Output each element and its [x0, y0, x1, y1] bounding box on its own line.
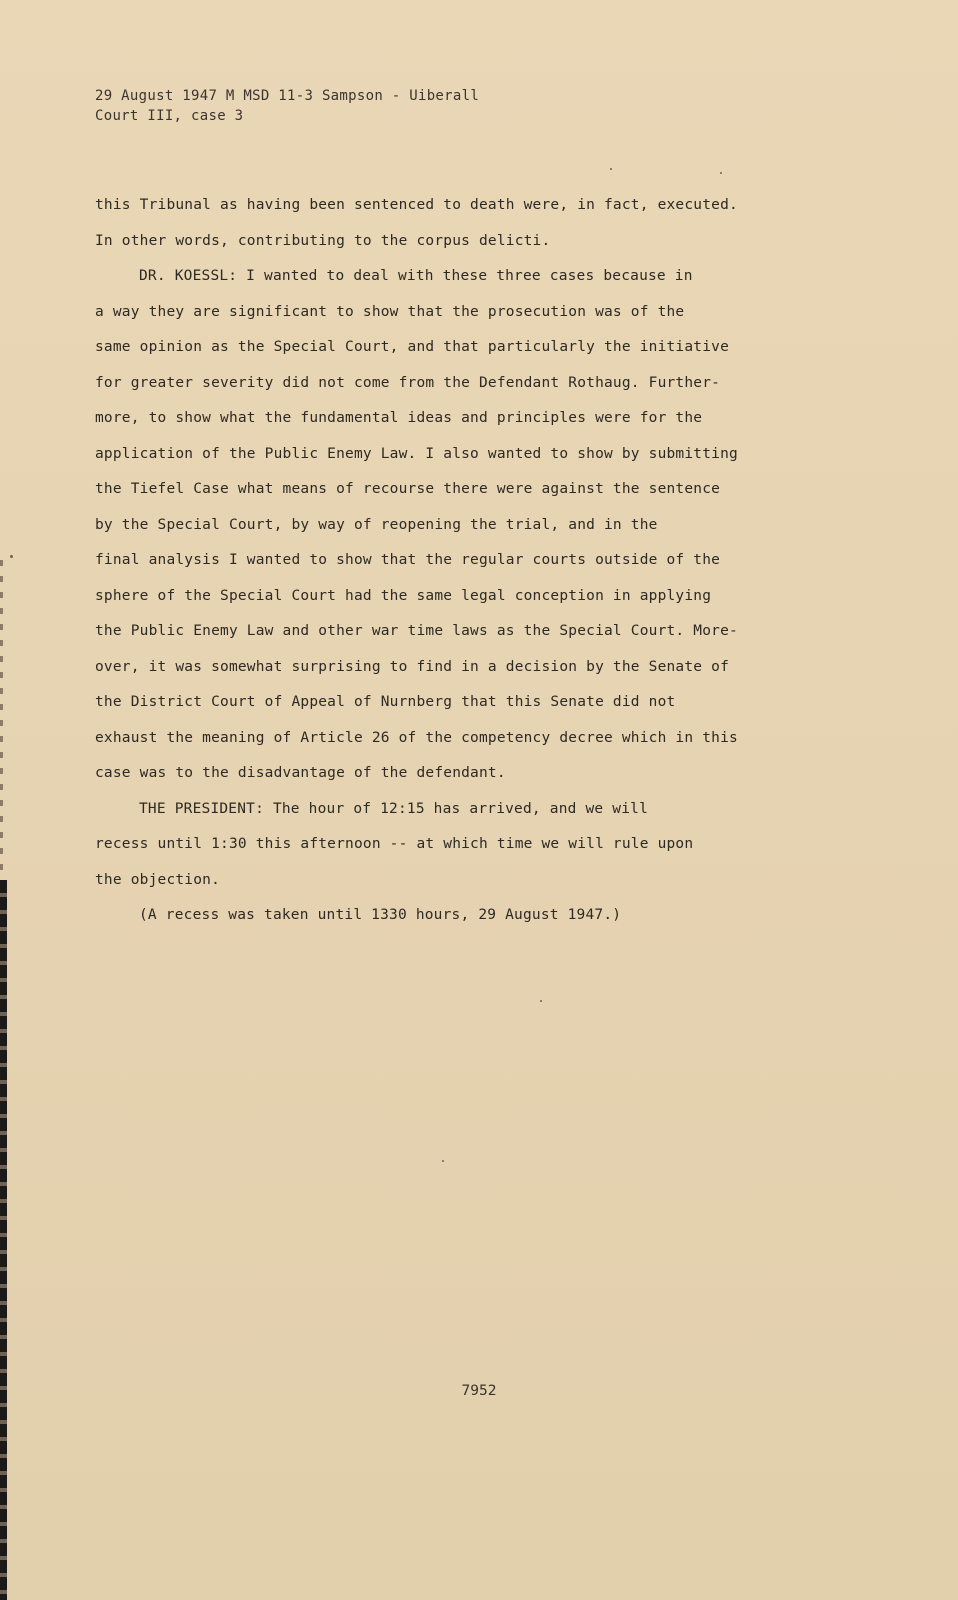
transcript-line: (A recess was taken until 1330 hours, 29 August 1947.)	[139, 907, 622, 923]
binding-holes	[0, 560, 3, 880]
paper-speck	[610, 168, 612, 170]
page-number: 7952	[461, 1383, 497, 1399]
transcript-line: this Tribunal as having been sentenced to death were, in fact, executed.	[95, 197, 738, 213]
transcript-line: the District Court of Appeal of Nurnberg that this Senate did not	[95, 694, 676, 710]
binding-edge	[0, 880, 7, 1600]
transcript-line: by the Special Court, by way of reopening the trial, and in the	[95, 516, 658, 533]
header-date-line: 29 August 1947 M MSD 11-3 Sampson - Uiberall	[95, 88, 480, 104]
transcript-line: a way they are significant to show that the prosecution was of the	[95, 303, 685, 320]
transcript-line: exhaust the meaning of Article 26 of the competency decree which in this	[95, 729, 738, 746]
transcript-line: application of the Public Enemy Law. I also wanted to show by submitting	[95, 445, 738, 462]
header-court-line: Court III, case 3	[95, 108, 244, 124]
transcript-line: THE PRESIDENT: The hour of 12:15 has arrived, and we will	[139, 800, 648, 817]
transcript-line: In other words, contributing to the corpus delicti.	[95, 232, 551, 249]
transcript-line: recess until 1:30 this afternoon -- at which time we will rule upon	[95, 836, 694, 852]
transcript-line: the Tiefel Case what means of recourse there were against the sentence	[95, 481, 721, 497]
paper-speck	[10, 555, 13, 558]
transcript-line: final analysis I wanted to show that the regular courts outside of the	[95, 552, 721, 568]
transcript-line: more, to show what the fundamental ideas and principles were for the	[95, 410, 703, 426]
transcript-line: same opinion as the Special Court, and that particularly the initiative	[95, 339, 730, 355]
transcript-body	[95, 188, 875, 934]
transcript-line: the Public Enemy Law and other war time laws as the Special Court. More-	[95, 623, 738, 639]
document-header	[95, 86, 479, 126]
paper-speck	[720, 172, 722, 174]
transcript-line: DR. KOESSL: I wanted to deal with these three cases because in	[139, 268, 693, 284]
transcript-line: over, it was somewhat surprising to find in a decision by the Senate of	[95, 658, 730, 675]
paper-speck	[442, 1160, 444, 1162]
transcript-line: sphere of the Special Court had the same legal conception in applying	[95, 587, 712, 604]
paper-speck	[540, 1000, 542, 1002]
transcript-line: the objection.	[95, 871, 221, 888]
transcript-line: for greater severity did not come from the Defendant Rothaug. Further-	[95, 374, 721, 391]
transcript-line: case was to the disadvantage of the defendant.	[95, 765, 506, 781]
